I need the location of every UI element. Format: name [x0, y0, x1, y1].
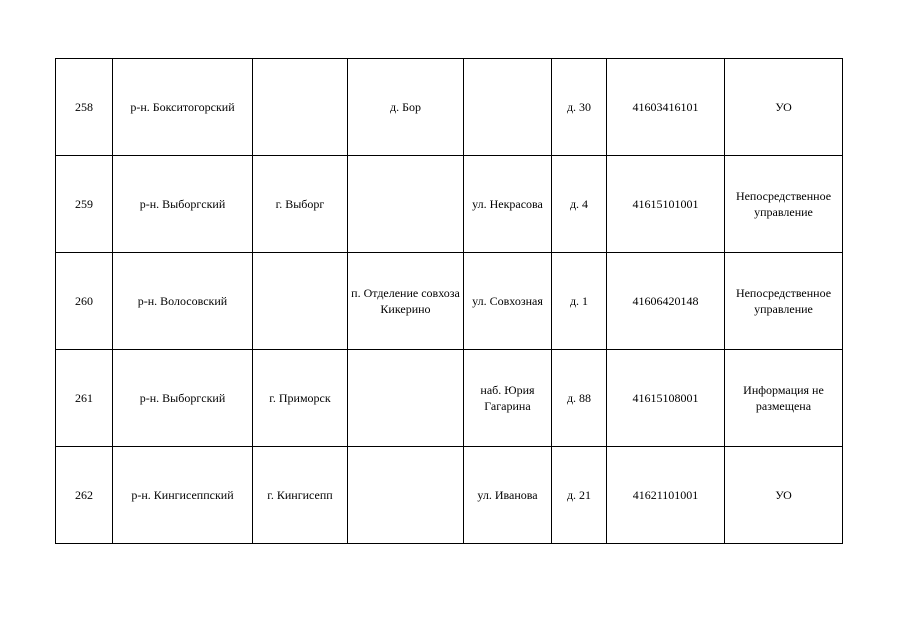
oktmo-cell: 41603416101: [607, 59, 725, 156]
settlement-cell: [348, 447, 464, 544]
settlement-cell: п. Отделение совхоза Кикерино: [348, 253, 464, 350]
house-cell: д. 88: [552, 350, 607, 447]
oktmo-cell: 41621101001: [607, 447, 725, 544]
house-cell: д. 4: [552, 156, 607, 253]
city-cell: [253, 253, 348, 350]
district-cell: р-н. Выборгский: [113, 156, 253, 253]
district-cell: р-н. Волосовский: [113, 253, 253, 350]
row-number-cell: 259: [56, 156, 113, 253]
street-cell: ул. Некрасова: [464, 156, 552, 253]
management-cell: Информация не размещена: [725, 350, 843, 447]
street-cell: ул. Иванова: [464, 447, 552, 544]
district-cell: р-н. Выборгский: [113, 350, 253, 447]
oktmo-cell: 41606420148: [607, 253, 725, 350]
management-cell: Непосредственное управление: [725, 156, 843, 253]
row-number-cell: 258: [56, 59, 113, 156]
oktmo-cell: 41615108001: [607, 350, 725, 447]
table-row: [56, 253, 843, 350]
city-cell: г. Кингисепп: [253, 447, 348, 544]
house-cell: д. 1: [552, 253, 607, 350]
settlement-cell: [348, 156, 464, 253]
settlement-cell: д. Бор: [348, 59, 464, 156]
management-cell: УО: [725, 447, 843, 544]
row-number-cell: 262: [56, 447, 113, 544]
city-cell: [253, 59, 348, 156]
house-cell: д. 30: [552, 59, 607, 156]
table-row: [56, 447, 843, 544]
housing-registry-table: [55, 58, 843, 544]
district-cell: р-н. Кингисеппский: [113, 447, 253, 544]
district-cell: р-н. Бокситогорский: [113, 59, 253, 156]
table-row: [56, 59, 843, 156]
oktmo-cell: 41615101001: [607, 156, 725, 253]
table-row: [56, 350, 843, 447]
row-number-cell: 260: [56, 253, 113, 350]
street-cell: ул. Совхозная: [464, 253, 552, 350]
table-row: [56, 156, 843, 253]
row-number-cell: 261: [56, 350, 113, 447]
settlement-cell: [348, 350, 464, 447]
city-cell: г. Выборг: [253, 156, 348, 253]
city-cell: г. Приморск: [253, 350, 348, 447]
house-cell: д. 21: [552, 447, 607, 544]
management-cell: Непосредственное управление: [725, 253, 843, 350]
street-cell: наб. Юрия Гагарина: [464, 350, 552, 447]
management-cell: УО: [725, 59, 843, 156]
street-cell: [464, 59, 552, 156]
